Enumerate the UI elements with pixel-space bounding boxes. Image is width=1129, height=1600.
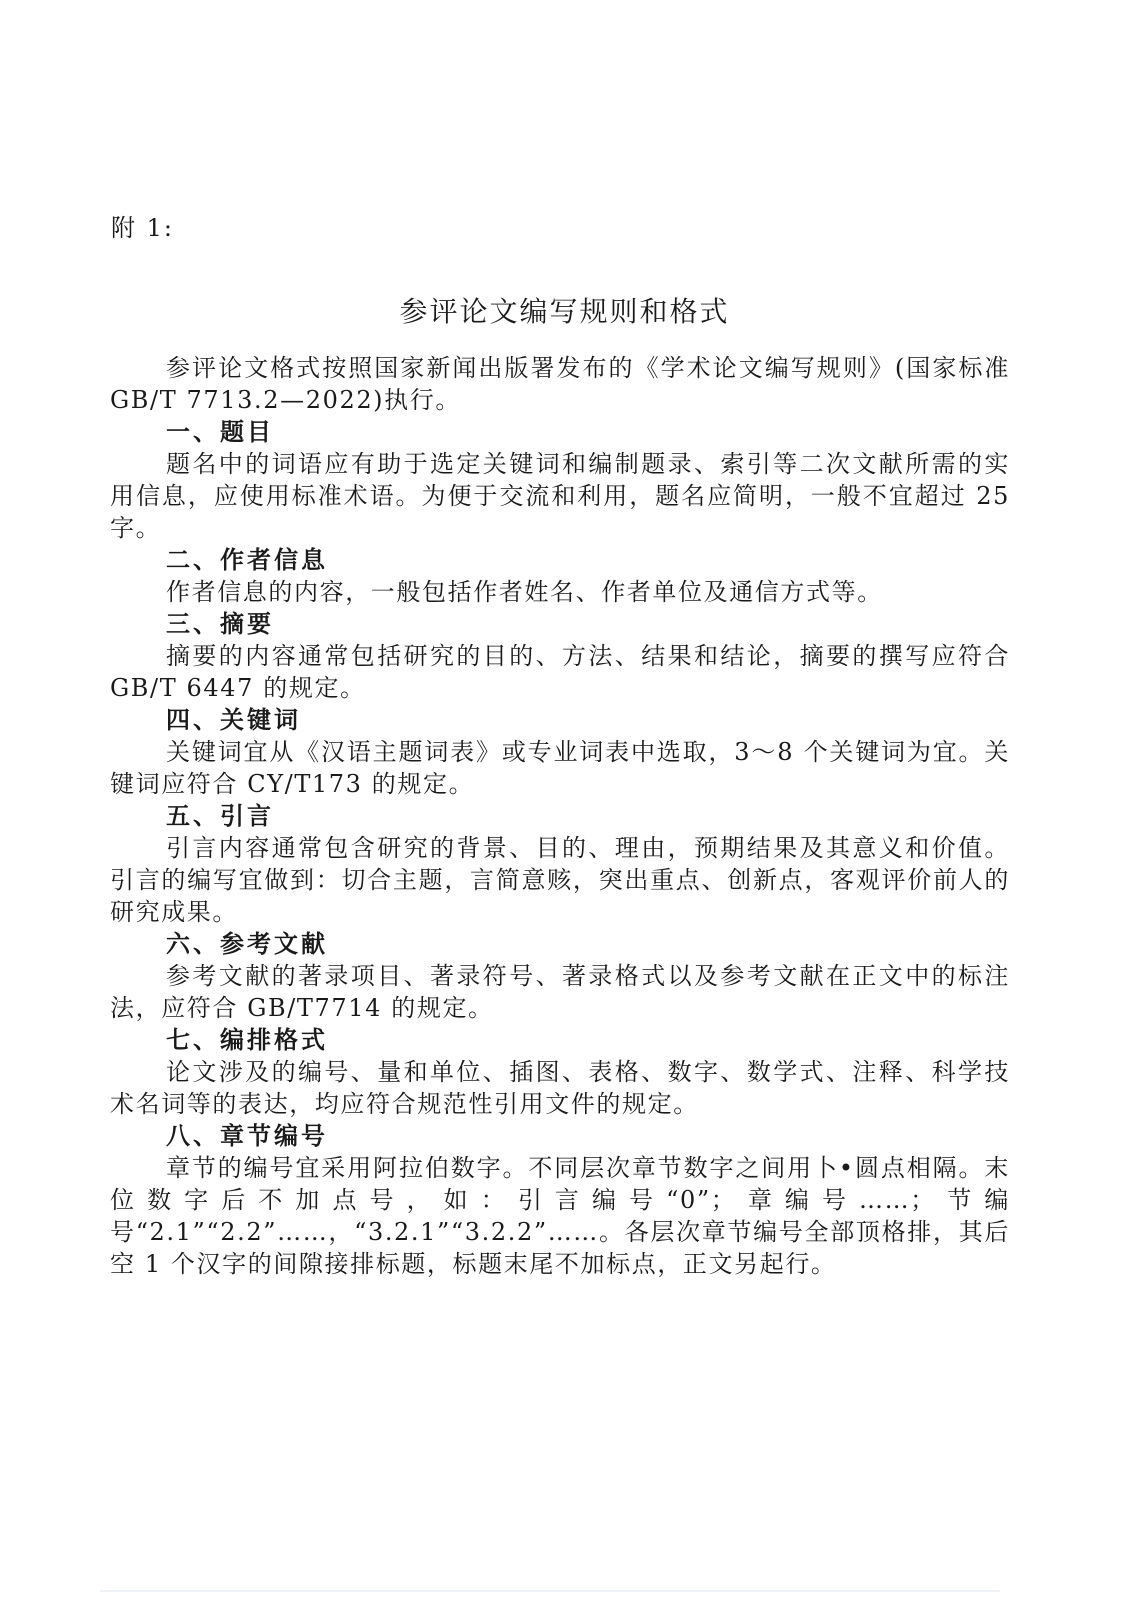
section-abstract (110, 608, 1010, 704)
section-keywords (110, 704, 1010, 800)
section-introduction (110, 800, 1010, 928)
section-paragraph: 作者信息的内容，一般包括作者姓名、作者单位及通信方式等。 (166, 578, 883, 606)
section-paragraph: 题名中的词语应有助于选定关键词和编制题录、索引等二次文献所需的实用信息，应使用标准术语。为便于交流和利用，题名应简明，一般不宜超过 25 字。 (110, 450, 1010, 542)
section-author-info (110, 544, 1010, 608)
section-heading: 一、题目 (166, 418, 274, 446)
section-paragraph: 关键词宜从《汉语主题词表》或专业词表中选取，3～8 个关键词为宜。关键词应符合 CY/T173 的规定。 (110, 738, 1010, 798)
section-references (110, 928, 1010, 1024)
section-heading: 七、编排格式 (166, 1026, 328, 1054)
section-paragraph: 章节的编号宜采用阿拉伯数字。不同层次章节数字之间用卜•圆点相隔。末位数字后不加点号，如：引言编号“0”；章编号……；节编号“2.1”“2.2”……，“3.2.1”“3.2.2”……。各层次章节编号全部顶格排，其后空 1 个汉字的间隙接排标题，标题末尾不加标点，正文另起行。 (110, 1154, 1010, 1278)
attachment-label: 附 1: (111, 214, 174, 242)
scan-edge-line (100, 1590, 1000, 1592)
section-heading: 五、引言 (166, 802, 274, 830)
section-heading: 六、参考文献 (166, 930, 328, 958)
document-body (110, 352, 1010, 1280)
section-chapter-numbering (110, 1120, 1010, 1280)
section-title (110, 416, 1010, 544)
section-paragraph: 引言内容通常包含研究的背景、目的、理由，预期结果及其意义和价值。引言的编写宜做到：切合主题，言简意赅，突出重点、创新点，客观评价前人的研究成果。 (110, 834, 1010, 926)
section-heading: 八、章节编号 (166, 1122, 328, 1150)
section-heading: 三、摘要 (166, 610, 274, 638)
intro-paragraph: 参评论文格式按照国家新闻出版署发布的《学术论文编写规则》(国家标准 GB/T 7713.2—2022)执行。 (110, 354, 1010, 414)
section-heading: 二、作者信息 (166, 546, 328, 574)
section-paragraph: 参考文献的著录项目、著录符号、著录格式以及参考文献在正文中的标注法，应符合 GB/T7714 的规定。 (110, 962, 1010, 1022)
section-heading: 四、关键词 (166, 706, 301, 734)
section-layout-format (110, 1024, 1010, 1120)
document-title: 参评论文编写规则和格式 (399, 295, 730, 328)
section-paragraph: 论文涉及的编号、量和单位、插图、表格、数字、数学式、注释、科学技术名词等的表达，均应符合规范性引用文件的规定。 (110, 1058, 1010, 1118)
section-paragraph: 摘要的内容通常包括研究的目的、方法、结果和结论，摘要的撰写应符合 GB/T 6447 的规定。 (110, 642, 1010, 702)
